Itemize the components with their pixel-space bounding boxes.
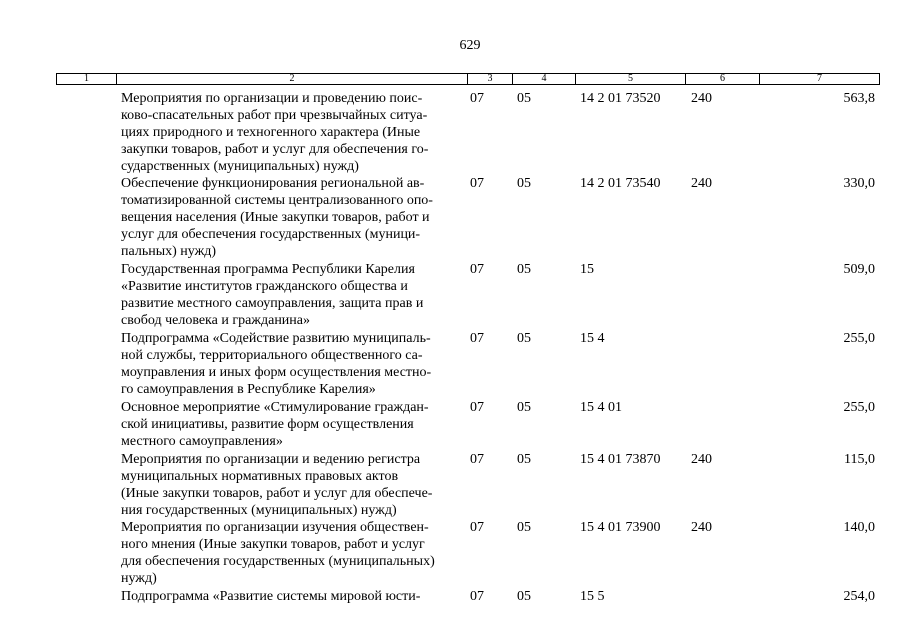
description-line: Обеспечение функционирования региональной ав- [121, 176, 425, 191]
row-amount: 255,0 [843, 400, 875, 415]
row-section-code: 07 [470, 91, 484, 106]
row-subsection-code: 05 [517, 331, 531, 346]
description-line: «Развитие институтов гражданского общества и [121, 279, 408, 294]
description-line: ной службы, территориального общественного са- [121, 348, 423, 363]
description-line: нужд) [121, 571, 157, 586]
description-line: пальных) нужд) [121, 244, 217, 259]
row-target-code: 14 2 01 73520 [580, 91, 661, 106]
page-number: 629 [459, 38, 481, 53]
row-target-code: 15 4 01 73900 [580, 520, 661, 535]
description-line: ково-спасательных работ при чрезвычайных ситуа- [121, 108, 428, 123]
row-description [121, 519, 466, 587]
row-subsection-code: 05 [517, 176, 531, 191]
row-target-code: 15 4 01 [580, 400, 622, 415]
row-section-code: 07 [470, 176, 484, 191]
row-description [121, 399, 466, 450]
description-line: Мероприятия по организации изучения обществен- [121, 520, 429, 535]
header-col-7: 7 [759, 74, 879, 84]
description-line: сударственных (муниципальных) нужд) [121, 159, 359, 174]
row-section-code: 07 [470, 589, 484, 604]
table-header [56, 73, 880, 85]
header-col-4: 4 [512, 74, 575, 84]
header-col-1: 1 [84, 73, 89, 84]
description-line: го самоуправления в Республике Карелия» [121, 382, 376, 397]
row-expense-type: 240 [691, 520, 712, 535]
row-target-code: 14 2 01 73540 [580, 176, 661, 191]
row-target-code: 15 5 [580, 589, 605, 604]
row-amount: 140,0 [843, 520, 875, 535]
row-amount: 330,0 [843, 176, 875, 191]
row-description [121, 261, 466, 329]
row-description [121, 588, 466, 605]
row-description [121, 90, 466, 175]
row-amount: 254,0 [843, 589, 875, 604]
header-col-2: 2 [116, 74, 467, 84]
description-line: (Иные закупки товаров, работ и услуг для обеспече- [121, 486, 433, 501]
row-amount: 115,0 [844, 452, 875, 467]
row-description [121, 330, 466, 398]
row-amount: 255,0 [843, 331, 875, 346]
description-line: Мероприятия по организации и ведению регистра [121, 452, 421, 467]
row-target-code: 15 4 01 73870 [580, 452, 661, 467]
row-subsection-code: 05 [517, 589, 531, 604]
description-line: вещения населения (Иные закупки товаров, работ и [121, 210, 430, 225]
description-line: ния государственных (муниципальных) нужд) [121, 503, 397, 518]
row-section-code: 07 [470, 400, 484, 415]
row-expense-type: 240 [691, 452, 712, 467]
row-amount: 509,0 [843, 262, 875, 277]
description-line: Мероприятия по организации и проведению поис- [121, 91, 423, 106]
description-line: циях природного и техногенного характера (Иные [121, 125, 421, 140]
row-target-code: 15 4 [580, 331, 605, 346]
description-line: для обеспечения государственных (муниципальных) [121, 554, 435, 569]
row-subsection-code: 05 [517, 452, 531, 467]
description-line: ного мнения (Иные закупки товаров, работ и услуг [121, 537, 425, 552]
row-subsection-code: 05 [517, 520, 531, 535]
row-section-code: 07 [470, 452, 484, 467]
description-line: Подпрограмма «Содействие развитию муниципаль- [121, 331, 431, 346]
row-subsection-code: 05 [517, 400, 531, 415]
row-amount: 563,8 [843, 91, 875, 106]
description-line: Подпрограмма «Развитие системы мировой юсти- [121, 589, 421, 604]
description-line: Основное мероприятие «Стимулирование граждан- [121, 400, 429, 415]
row-description [121, 451, 466, 519]
header-col-6: 6 [685, 74, 759, 84]
row-subsection-code: 05 [517, 91, 531, 106]
row-section-code: 07 [470, 262, 484, 277]
description-line: развитие местного самоуправления, защита прав и [121, 296, 424, 311]
row-target-code: 15 [580, 262, 594, 277]
row-description [121, 175, 466, 260]
header-col-5: 5 [575, 74, 685, 84]
description-line: ской инициативы, развитие форм осуществления [121, 417, 414, 432]
description-line: томатизированной системы централизованного опо- [121, 193, 433, 208]
row-section-code: 07 [470, 520, 484, 535]
description-line: муниципальных нормативных правовых актов [121, 469, 399, 484]
row-subsection-code: 05 [517, 262, 531, 277]
header-col-3: 3 [467, 74, 512, 84]
row-expense-type: 240 [691, 176, 712, 191]
description-line: свобод человека и гражданина» [121, 313, 311, 328]
description-line: моуправления и иных форм осуществления местно- [121, 365, 432, 380]
row-section-code: 07 [470, 331, 484, 346]
description-line: Государственная программа Республики Карелия [121, 262, 415, 277]
description-line: закупки товаров, работ и услуг для обеспечения го- [121, 142, 429, 157]
description-line: местного самоуправления» [121, 434, 283, 449]
description-line: услуг для обеспечения государственных (муници- [121, 227, 421, 242]
row-expense-type: 240 [691, 91, 712, 106]
